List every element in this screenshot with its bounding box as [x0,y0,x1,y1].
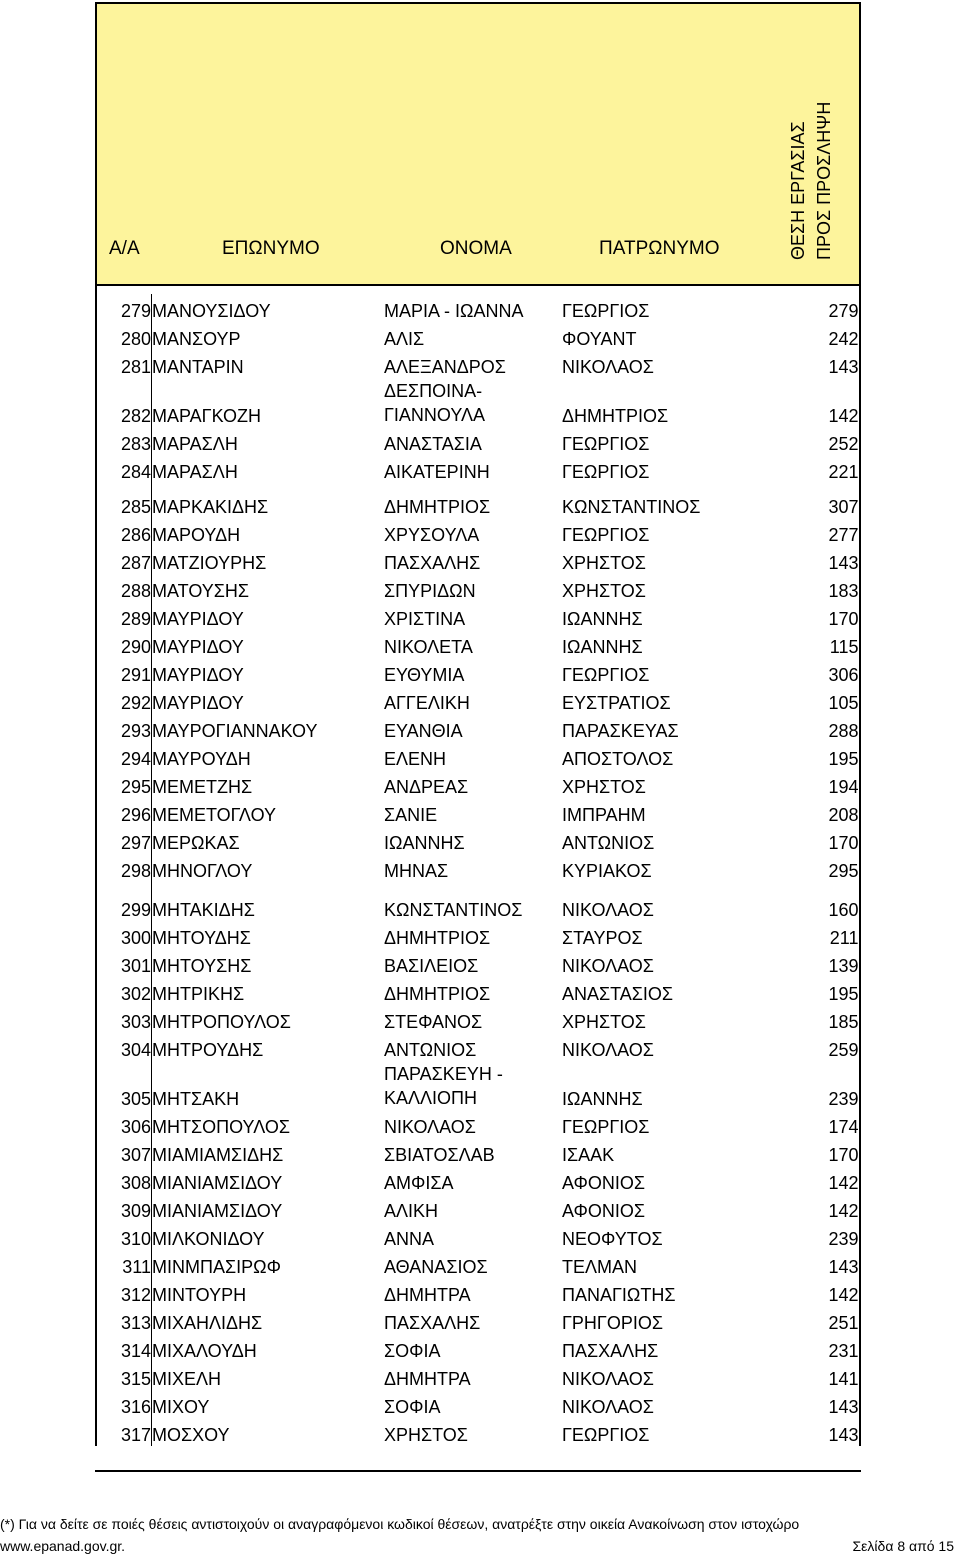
row-first-name: ΔΗΜΗΤΡΙΟΣ [384,497,491,517]
row-last-name: ΜΗΤΡΟΥΔΗΣ [152,1040,264,1060]
row-last-name: ΜΑΥΡΙΔΟΥ [152,665,244,685]
row-father-name: ΙΩΑΝΝΗΣ [562,609,643,629]
row-last-name: ΜΙΧΑΗΛΙΔΗΣ [152,1313,263,1333]
row-last-name: ΜΑΡΚΑΚΙΔΗΣ [152,497,269,517]
row-position-code: 160 [828,900,859,920]
row-aa: 282 [97,378,152,427]
row-first-name: ΜΗΝΑΣ [384,861,449,881]
row-position-code: 195 [828,984,859,1004]
row-father-name: ΝΙΚΟΛΑΟΣ [562,1040,654,1060]
row-father-name: ΙΣΑΑΚ [562,1145,615,1165]
row-first-name: ΑΝΔΡΕΑΣ [384,777,469,797]
row-first-name: ΔΗΜΗΤΡΙΟΣ [384,984,491,1004]
row-father-name: ΝΙΚΟΛΑΟΣ [562,357,654,377]
row-last-name: ΜΑΤΖΙΟΥΡΗΣ [152,553,267,573]
table-row [97,427,859,455]
table-row [97,546,859,574]
row-first-name: ΑΛΕΞΑΝΔΡΟΣ [384,357,506,377]
header-first-name: ΟΝΟΜΑ [440,238,512,259]
table-row [97,921,859,949]
row-position-code: 239 [828,1229,859,1249]
row-aa: 297 [97,826,152,854]
table-row [97,1110,859,1138]
row-aa: 313 [97,1306,152,1334]
row-last-name: ΜΑΥΡΙΔΟΥ [152,609,244,629]
row-position-code: 231 [828,1341,859,1361]
row-position-code: 251 [828,1313,859,1333]
row-position-code: 142 [828,1173,859,1193]
row-position-code: 221 [828,462,859,482]
row-first-name: ΣΑΝΙΕ [384,805,438,825]
row-position-code: 295 [828,861,859,881]
table-row [97,322,859,350]
row-father-name: ΓΕΩΡΓΙΟΣ [562,1425,650,1445]
row-last-name: ΜΗΤΟΥΔΗΣ [152,928,251,948]
header-position-line1: ΘΕΣΗ ΕΡΓΑΣΙΑΣ [788,121,808,260]
row-first-name: ΑΝΝΑ [384,1229,435,1249]
row-first-name [384,378,562,427]
row-position-code: 277 [828,525,859,545]
row-position-code: 239 [828,1089,859,1109]
table-bottom-border [95,1470,861,1472]
row-father-name: ΧΡΗΣΤΟΣ [562,581,646,601]
row-first-name-text: ΠΑΡΑΣΚΕΥΗ - ΚΑΛΛΙΟΠΗ [384,1064,503,1108]
row-father-name: ΑΠΟΣΤΟΛΟΣ [562,749,674,769]
row-first-name: ΣΟΦΙΑ [384,1341,441,1361]
row-first-name: ΧΡΙΣΤΙΝΑ [384,609,466,629]
row-aa: 288 [97,574,152,602]
table-row [97,1418,859,1446]
row-aa: 312 [97,1278,152,1306]
row-last-name: ΜΕΜΕΤΖΗΣ [152,777,253,797]
row-position-code: 141 [828,1369,859,1389]
row-aa: 311 [97,1250,152,1278]
row-last-name: ΜΑΝΣΟΥΡ [152,329,241,349]
table-row [97,798,859,826]
table-row [97,1250,859,1278]
table-row [97,826,859,854]
table-row [97,350,859,378]
header-last-name: ΕΠΩΝΥΜΟ [222,238,320,259]
table-row [97,518,859,546]
row-first-name: ΚΩΝΣΤΑΝΤΙΝΟΣ [384,900,523,920]
row-last-name: ΜΟΣΧΟΥ [152,1425,230,1445]
row-father-name: ΙΩΑΝΝΗΣ [562,637,643,657]
header-position [785,40,845,260]
row-last-name: ΜΑΡΑΣΛΗ [152,462,238,482]
row-last-name: ΜΕΜΕΤΟΓΛΟΥ [152,805,277,825]
row-aa: 284 [97,455,152,483]
row-father-name: ΚΥΡΙΑΚΟΣ [562,861,652,881]
row-first-name: ΧΡΗΣΤΟΣ [384,1425,468,1445]
row-father-name: ΑΦΟΝΙΟΣ [562,1201,645,1221]
row-position-code: 170 [828,833,859,853]
row-position-code: 195 [828,749,859,769]
row-first-name: ΣΟΦΙΑ [384,1397,441,1417]
row-father-name: ΧΡΗΣΤΟΣ [562,553,646,573]
footer-note: (*) Για να δείτε σε ποιές θέσεις αντιστοιχούν οι αναγραφόμενοι κωδικοί θέσεων, ανατρέξτε στην οικεία Ανακοίνωση στον ιστοχώρο [0,1516,800,1532]
row-first-name: ΔΗΜΗΤΡΑ [384,1285,471,1305]
row-aa: 304 [97,1033,152,1061]
row-last-name: ΜΙΑΝΙΑΜΣΙΔΟΥ [152,1173,283,1193]
row-father-name: ΓΕΩΡΓΙΟΣ [562,1117,650,1137]
row-aa: 296 [97,798,152,826]
table-row [97,602,859,630]
row-aa: 285 [97,483,152,518]
row-aa: 292 [97,686,152,714]
row-first-name: ΑΙΚΑΤΕΡΙΝΗ [384,462,490,482]
table-header [97,4,859,286]
row-first-name: ΧΡΥΣΟΥΛΑ [384,525,480,545]
row-first-name-text: ΔΕΣΠΟΙΝΑ-ΓΙΑΝΝΟΥΛΑ [384,381,486,425]
row-aa: 303 [97,1005,152,1033]
table-row [97,1278,859,1306]
row-position-code: 142 [828,1201,859,1221]
row-first-name: ΑΘΑΝΑΣΙΟΣ [384,1257,488,1277]
table-row [97,1166,859,1194]
table-sheet [95,2,861,1446]
row-position-code: 174 [828,1117,859,1137]
row-first-name: ΑΛΙΚΗ [384,1201,439,1221]
row-first-name: ΑΝΑΣΤΑΣΙΑ [384,434,482,454]
row-position-code: 105 [828,693,859,713]
row-aa: 300 [97,921,152,949]
row-aa: 286 [97,518,152,546]
row-position-code: 183 [828,581,859,601]
table-row [97,1222,859,1250]
row-position-code: 288 [828,721,859,741]
table-row [97,1362,859,1390]
row-aa: 290 [97,630,152,658]
row-first-name: ΕΥΑΝΘΙΑ [384,721,463,741]
table-row [97,1390,859,1418]
table-row [97,1306,859,1334]
row-aa: 305 [97,1061,152,1110]
row-father-name: ΑΝΤΩΝΙΟΣ [562,833,655,853]
row-aa: 299 [97,882,152,921]
row-father-name: ΓΡΗΓΟΡΙΟΣ [562,1313,663,1333]
row-first-name [384,1061,562,1110]
row-last-name: ΜΗΤΡΟΠΟΥΛΟΣ [152,1012,291,1032]
row-father-name: ΓΕΩΡΓΙΟΣ [562,462,650,482]
row-last-name: ΜΗΤΟΥΣΗΣ [152,956,252,976]
row-position-code: 170 [828,1145,859,1165]
row-aa: 281 [97,350,152,378]
footer-page-number: Σελίδα 8 από 15 [852,1538,954,1554]
row-father-name: ΓΕΩΡΓΙΟΣ [562,665,650,685]
row-father-name: ΠΑΣΧΑΛΗΣ [562,1341,659,1361]
row-position-code: 115 [829,637,859,657]
row-first-name: ΔΗΜΗΤΡΙΟΣ [384,928,491,948]
table-row [97,742,859,770]
row-last-name: ΜΑΝΤΑΡΙΝ [152,357,244,377]
row-father-name: ΝΙΚΟΛΑΟΣ [562,956,654,976]
table-row [97,686,859,714]
table-row [97,483,859,518]
row-aa: 287 [97,546,152,574]
row-last-name: ΜΑΡΟΥΔΗ [152,525,241,545]
row-father-name: ΝΙΚΟΛΑΟΣ [562,1397,654,1417]
row-position-code: 208 [828,805,859,825]
row-first-name: ΙΩΑΝΝΗΣ [384,833,465,853]
row-last-name: ΜΑΤΟΥΣΗΣ [152,581,250,601]
row-father-name: ΓΕΩΡΓΙΟΣ [562,525,650,545]
row-father-name: ΔΗΜΗΤΡΙΟΣ [562,406,669,426]
row-first-name: ΝΙΚΟΛΕΤΑ [384,637,473,657]
row-last-name: ΜΙΑΜΙΑΜΣΙΔΗΣ [152,1145,284,1165]
row-last-name: ΜΑΥΡΙΔΟΥ [152,693,244,713]
row-position-code: 252 [828,434,859,454]
row-father-name: ΧΡΗΣΤΟΣ [562,777,646,797]
table-row [97,1334,859,1362]
row-aa: 307 [97,1138,152,1166]
row-father-name: ΤΕΛΜΑΝ [562,1257,638,1277]
table-row [97,882,859,921]
row-position-code: 143 [828,1425,859,1445]
row-father-name: ΙΩΑΝΝΗΣ [562,1089,643,1109]
table-row [97,455,859,483]
header-father-name: ΠΑΤΡΩΝΥΜΟ [599,238,720,259]
row-father-name: ΝΕΟΦΥΤΟΣ [562,1229,663,1249]
row-position-code: 279 [828,301,859,321]
row-father-name: ΙΜΠΡΑΗΜ [562,805,646,825]
row-aa: 308 [97,1166,152,1194]
row-last-name: ΜΑΥΡΙΔΟΥ [152,637,244,657]
row-position-code: 143 [828,1397,859,1417]
row-position-code: 242 [828,329,859,349]
row-first-name: ΠΑΣΧΑΛΗΣ [384,553,481,573]
row-first-name: ΔΗΜΗΤΡΑ [384,1369,471,1389]
row-last-name: ΜΑΥΡΟΓΙΑΝΝΑΚΟΥ [152,721,318,741]
row-first-name: ΕΥΘΥΜΙΑ [384,665,465,685]
table-row [97,854,859,882]
row-first-name: ΠΑΣΧΑΛΗΣ [384,1313,481,1333]
row-aa: 293 [97,714,152,742]
table-row [97,714,859,742]
row-position-code: 143 [828,357,859,377]
row-aa: 301 [97,949,152,977]
row-last-name: ΜΙΑΝΙΑΜΣΙΔΟΥ [152,1201,283,1221]
header-position-line2: ΠΡΟΣ ΠΡΟΣΛΗΨΗ [814,101,834,260]
table-row [97,1138,859,1166]
row-last-name: ΜΙΝΤΟΥΡΗ [152,1285,247,1305]
row-father-name: ΦΟΥΑΝΤ [562,329,637,349]
table-row [97,630,859,658]
row-aa: 298 [97,854,152,882]
table-row [97,949,859,977]
table-row [97,770,859,798]
table-row [97,658,859,686]
row-aa: 316 [97,1390,152,1418]
table-row [97,1061,859,1110]
row-father-name: ΓΕΩΡΓΙΟΣ [562,301,650,321]
row-father-name: ΣΤΑΥΡΟΣ [562,928,643,948]
row-aa: 280 [97,322,152,350]
row-aa: 314 [97,1334,152,1362]
row-last-name: ΜΙΛΚΟΝΙΔΟΥ [152,1229,265,1249]
footer-website: www.epanad.gov.gr. [0,1538,126,1554]
row-position-code: 142 [828,406,859,426]
row-last-name: ΜΗΝΟΓΛΟΥ [152,861,253,881]
row-first-name: ΝΙΚΟΛΑΟΣ [384,1117,476,1137]
row-aa: 291 [97,658,152,686]
row-last-name: ΜΑΥΡΟΥΔΗ [152,749,251,769]
table-row [97,977,859,1005]
row-father-name: ΝΙΚΟΛΑΟΣ [562,900,654,920]
row-aa: 306 [97,1110,152,1138]
row-first-name: ΑΓΓΕΛΙΚΗ [384,693,470,713]
row-father-name: ΑΦΟΝΙΟΣ [562,1173,645,1193]
row-aa: 295 [97,770,152,798]
row-last-name: ΜΑΝΟΥΣΙΔΟΥ [152,301,271,321]
row-last-name: ΜΗΤΣΟΠΟΥΛΟΣ [152,1117,290,1137]
row-aa: 279 [97,294,152,322]
row-last-name: ΜΙΝΜΠΑΣΙΡΩΦ [152,1257,281,1277]
row-position-code: 307 [828,497,859,517]
row-position-code: 170 [828,609,859,629]
row-aa: 315 [97,1362,152,1390]
row-aa: 310 [97,1222,152,1250]
row-first-name: ΣΤΕΦΑΝΟΣ [384,1012,483,1032]
row-position-code: 306 [828,665,859,685]
row-father-name: ΠΑΝΑΓΙΩΤΗΣ [562,1285,676,1305]
row-father-name: ΠΑΡΑΣΚΕΥΑΣ [562,721,679,741]
row-first-name: ΒΑΣΙΛΕΙΟΣ [384,956,479,976]
row-last-name: ΜΙΧΑΛΟΥΔΗ [152,1341,257,1361]
row-aa: 283 [97,427,152,455]
row-first-name: ΑΝΤΩΝΙΟΣ [384,1040,477,1060]
row-aa: 302 [97,977,152,1005]
table-row [97,378,859,427]
row-position-code: 211 [829,928,859,948]
row-last-name: ΜΑΡΑΓΚΟΖΗ [152,406,262,426]
row-last-name: ΜΙΧΟΥ [152,1397,210,1417]
header-position-text [785,102,837,260]
row-last-name: ΜΑΡΑΣΛΗ [152,434,238,454]
row-position-code: 185 [828,1012,859,1032]
row-father-name: ΕΥΣΤΡΑΤΙΟΣ [562,693,671,713]
row-first-name: ΑΛΙΣ [384,329,425,349]
row-first-name: ΣΒΙΑΤΟΣΛΑΒ [384,1145,495,1165]
row-position-code: 259 [828,1040,859,1060]
table-row [97,574,859,602]
row-first-name: ΜΑΡΙΑ - ΙΩΑΝΝΑ [384,301,524,321]
row-aa: 317 [97,1418,152,1446]
row-position-code: 143 [828,553,859,573]
row-position-code: 139 [828,956,859,976]
row-position-code: 143 [828,1257,859,1277]
header-aa: Α/Α [109,238,140,259]
row-first-name: ΕΛΕΝΗ [384,749,447,769]
row-aa: 294 [97,742,152,770]
table-row [97,1005,859,1033]
row-aa: 289 [97,602,152,630]
row-aa: 309 [97,1194,152,1222]
row-position-code: 194 [828,777,859,797]
row-first-name: ΣΠΥΡΙΔΩΝ [384,581,476,601]
row-position-code: 142 [828,1285,859,1305]
row-last-name: ΜΕΡΩΚΑΣ [152,833,240,853]
row-first-name: ΑΜΦΙΣΑ [384,1173,454,1193]
table-row [97,294,859,322]
row-last-name: ΜΙΧΕΛΗ [152,1369,222,1389]
table-row [97,1194,859,1222]
row-father-name: ΚΩΝΣΤΑΝΤΙΝΟΣ [562,497,701,517]
row-last-name: ΜΗΤΡΙΚΗΣ [152,984,245,1004]
row-father-name: ΝΙΚΟΛΑΟΣ [562,1369,654,1389]
row-father-name: ΓΕΩΡΓΙΟΣ [562,434,650,454]
row-last-name: ΜΗΤΣΑΚΗ [152,1089,240,1109]
row-father-name: ΧΡΗΣΤΟΣ [562,1012,646,1032]
table-row [97,1033,859,1061]
row-father-name: ΑΝΑΣΤΑΣΙΟΣ [562,984,674,1004]
row-last-name: ΜΗΤΑΚΙΔΗΣ [152,900,255,920]
records-table [97,294,859,1446]
